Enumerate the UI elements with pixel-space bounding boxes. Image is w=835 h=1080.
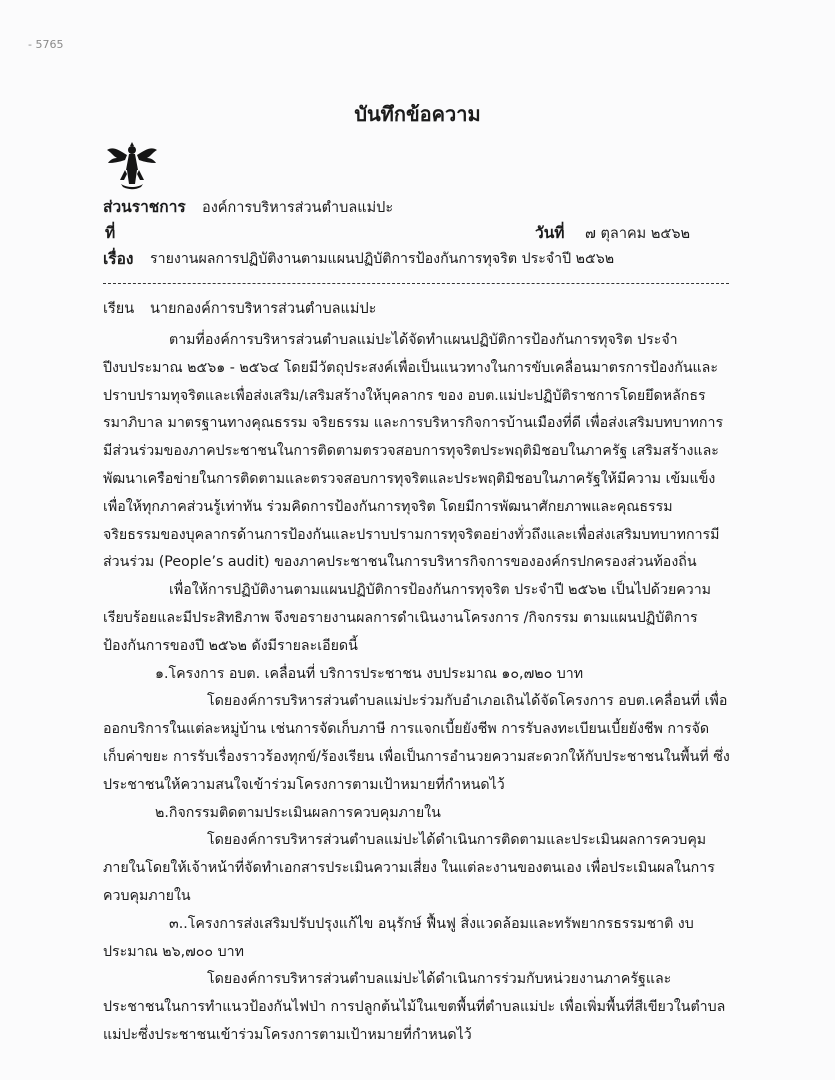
paragraph-purpose: เพื่อให้การปฏิบัติงานตามแผนปฏิบัติการป้องกันการทุจริต ประจำปี ๒๕๖๒ เป็นไปด้วยความเรียบร้อยและมีประสิทธิภาพ จึงขอรายงานผลการดำเนินงานโครงการ /กิจกรรม ตามแผนปฏิบัติการป้องกันการของปี ๒๕๖๒ ดังมีรายละเอียดนี้ [103,582,712,654]
corner-mark: - 5765 [28,38,64,51]
ref-label: ที่ [105,224,116,242]
item1-body: โดยองค์การบริหารส่วนตำบลแม่ปะร่วมกับอำเภอเถินได้จัดโครงการ อบต.เคลื่อนที่ เพื่อออกบริการในแต่ละหมู่บ้าน เช่นการจัดเก็บภาษี การแจกเบี้ยยังชีพ การรับลงทะเบียนเบี้ยยังชีพ การจัดเก็บค่าขยะ การรับเรื่องราวร้องทุกข์/ร้องเรียน เพื่อเป็นการอำนวยความสะดวกให้กับประชาชนในพื้นที่ ซึ่งประชาชนให้ความสนใจเข้าร่วมโครงการตามเป้าหมายที่กำหนดไว้ [103,693,730,793]
memo-title: บันทึกข้อความ [354,102,481,126]
agency-value: องค์การบริหารส่วนตำบลแม่ปะ [202,200,394,216]
divider [103,283,729,284]
salutation-value: นายกองค์การบริหารส่วนตำบลแม่ปะ [150,301,377,317]
item2-heading: ๒.กิจกรรมติดตามประเมินผลการควบคุมภายใน [155,804,441,821]
item3-body: โดยองค์การบริหารส่วนตำบลแม่ปะได้ดำเนินการร่วมกับหน่วยงานภาครัฐและประชาชนในการทำแนวป้องกันไฟป่า การปลูกต้นไม้ในเขตพื้นที่ตำบลแม่ปะ เพื่อเพิ่มพื้นที่สีเขียวในตำบลแม่ปะซึ่งประชาชนเข้าร่วมโครงการตามเป้าหมายที่กำหนดไว้ [103,971,726,1043]
memo-body [103,327,731,1050]
agency-label: ส่วนราชการ [103,198,186,216]
item2-body: โดยองค์การบริหารส่วนตำบลแม่ปะได้ดำเนินการติดตามและประเมินผลการควบคุมภายในโดยให้เจ้าหน้าที่จัดทำเอกสารประเมินความเสี่ยง ในแต่ละงานของตนเอง เพื่อประเมินผลในการควบคุมภายใน [103,832,715,904]
item3-heading: ๓..โครงการส่งเสริมปรับปรุงแก้ไข อนุรักษ์ ฟื้นฟู สิ่งแวดล้อมและทรัพยากรธรรมชาติ งบประมาณ ๒๖,๗๐๐ บาท [103,915,694,960]
garuda-emblem-icon [105,140,159,190]
date-label: วันที่ [535,224,565,242]
paragraph-intro: ตามที่องค์การบริหารส่วนตำบลแม่ปะได้จัดทำแผนปฏิบัติการป้องกันการทุจริต ประจำปีงบประมาณ ๒๕๖๑ - ๒๕๖๔ โดยมีวัตถุประสงค์เพื่อเป็นแนวทางในการขับเคลื่อนมาตรการป้องกันและปราบปรามทุจริตและเพื่อส่งเสริม/เสริมสร้างให้บุคลากร ของ อบต.แม่ปะปฏิบัติราชการโดยยึดหลักธรรมาภิบาล มาตรฐานทางคุณธรรม จริยธรรม และการบริหารกิจการบ้านเมืองที่ดี เพื่อส่งเสริมบทบาทการมีส่วนร่วมของภาคประชาชนในการติดตามตรวจสอบการทุจริตประพฤติมิชอบในภาครัฐ เสริมสร้างและพัฒนาเครือข่ายในการติดตามและตรวจสอบการทุจริตและประพฤติมิชอบในภาครัฐให้มีความ เข้มแข็ง เพื่อให้ทุกภาคส่วนรู้เท่าทัน ร่วมคิดการป้องกันการทุจริต โดยมีการพัฒนาศักยภาพและคุณธรรม จริยธรรมของบุคลากรด้านการป้องกันและปราบปรามการทุจริตอย่างทั่วถึงและเพื่อส่งเสริมบทบาทการมีส่วนร่วม (People’s audit) ของภาคประชาชนในการบริหารกิจการขององค์กรปกครองส่วนท้องถิ่น [103,332,724,571]
date-value: ๗ ตุลาคม ๒๕๖๒ [585,226,691,242]
subject-value: รายงานผลการปฏิบัติงานตามแผนปฏิบัติการป้องกันการทุจริต ประจำปี ๒๕๖๒ [150,251,615,267]
item1-heading: ๑.โครงการ อบต. เคลื่อนที่ บริการประชาชน งบประมาณ ๑๐,๗๒๐ บาท [155,665,584,682]
salutation-label: เรียน [103,301,135,317]
subject-label: เรื่อง [103,250,134,268]
